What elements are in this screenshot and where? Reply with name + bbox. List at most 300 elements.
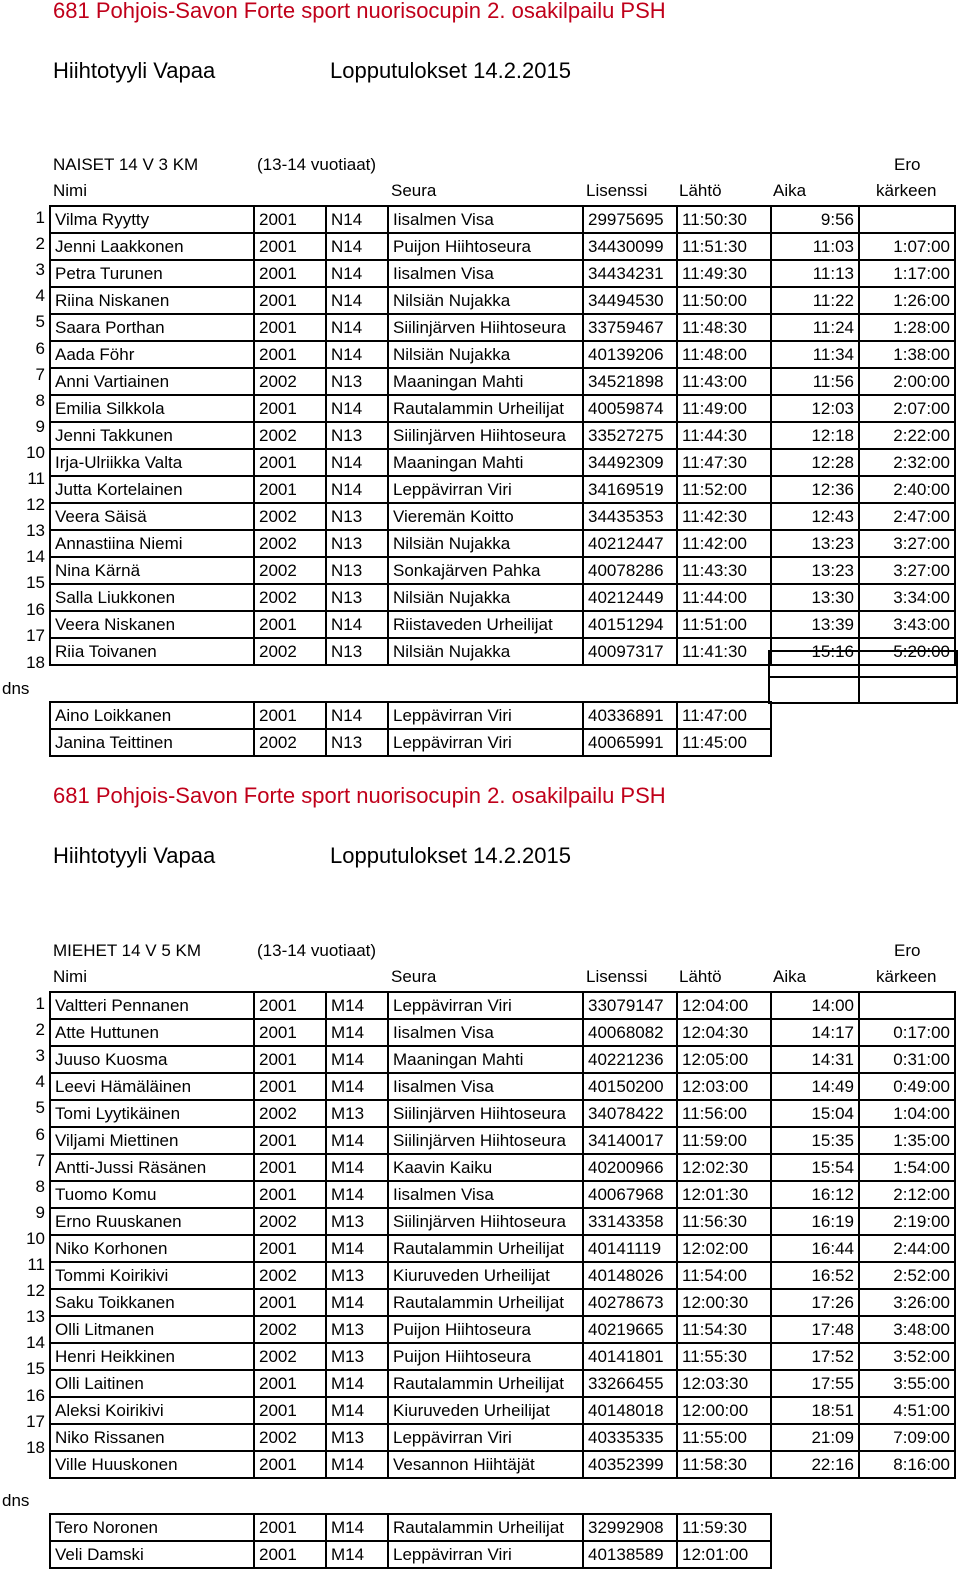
position-number: 8 bbox=[35, 1176, 45, 1196]
cell-cls: N14 bbox=[326, 476, 388, 503]
position-number: 14 bbox=[26, 547, 45, 567]
cell-start: 12:01:30 bbox=[677, 1181, 771, 1208]
cell-license: 34140017 bbox=[583, 1127, 677, 1154]
cell-diff: 2:32:00 bbox=[859, 449, 955, 476]
position-number: 17 bbox=[26, 625, 45, 645]
cell-diff: 3:34:00 bbox=[859, 584, 955, 611]
cell-name: Tomi Lyytikäinen bbox=[50, 1100, 254, 1127]
table-row bbox=[50, 449, 955, 476]
position-number: 16 bbox=[26, 1385, 45, 1405]
cell-club: Siilinjärven Hiihtoseura bbox=[388, 1208, 583, 1235]
women-results-table bbox=[49, 205, 956, 666]
cell-cls: M14 bbox=[326, 1514, 388, 1541]
table-row bbox=[50, 1100, 955, 1127]
cell-start: 11:55:00 bbox=[677, 1424, 771, 1451]
cell-club: Rautalammin Urheilijat bbox=[388, 1514, 583, 1541]
cell-year: 2001 bbox=[254, 992, 326, 1019]
cell-start: 11:50:30 bbox=[677, 206, 771, 233]
cell-cls: N14 bbox=[326, 395, 388, 422]
table-row bbox=[50, 1343, 955, 1370]
dns-row bbox=[50, 1514, 771, 1541]
cell-time: 14:31 bbox=[771, 1046, 859, 1073]
women-empty-cell bbox=[858, 676, 958, 704]
table-row bbox=[50, 584, 955, 611]
cell-cls: N13 bbox=[326, 422, 388, 449]
cell-diff: 3:43:00 bbox=[859, 611, 955, 638]
cell-club: Rautalammin Urheilijat bbox=[388, 1289, 583, 1316]
cell-diff: 0:17:00 bbox=[859, 1019, 955, 1046]
cell-cls: M14 bbox=[326, 1046, 388, 1073]
cell-year: 2001 bbox=[254, 260, 326, 287]
table-row bbox=[50, 1370, 955, 1397]
cell-name: Niko Rissanen bbox=[50, 1424, 254, 1451]
position-number: 3 bbox=[35, 1046, 45, 1066]
cell-club: Iisalmen Visa bbox=[388, 260, 583, 287]
cell-license: 40150200 bbox=[583, 1073, 677, 1100]
cell-license: 33759467 bbox=[583, 314, 677, 341]
women-title: 681 Pohjois-Savon Forte sport nuorisocupin 2. osakilpailu PSH bbox=[53, 0, 666, 23]
table-row bbox=[50, 557, 955, 584]
cell-license: 40067968 bbox=[583, 1181, 677, 1208]
cell-license: 34169519 bbox=[583, 476, 677, 503]
cell-club: Siilinjärven Hiihtoseura bbox=[388, 422, 583, 449]
cell-start: 11:44:30 bbox=[677, 422, 771, 449]
cell-club: Kiuruveden Urheilijat bbox=[388, 1397, 583, 1424]
cell-name: Nina Kärnä bbox=[50, 557, 254, 584]
cell-diff: 0:31:00 bbox=[859, 1046, 955, 1073]
cell-time: 11:34 bbox=[771, 341, 859, 368]
cell-year: 2002 bbox=[254, 368, 326, 395]
cell-club: Leppävirran Viri bbox=[388, 1541, 583, 1568]
cell-year: 2001 bbox=[254, 1451, 326, 1478]
cell-diff: 5:20:00 bbox=[859, 638, 955, 665]
cell-cls: M14 bbox=[326, 1451, 388, 1478]
cell-year: 2001 bbox=[254, 611, 326, 638]
cell-license: 40139206 bbox=[583, 341, 677, 368]
cell-club: Leppävirran Viri bbox=[388, 476, 583, 503]
cell-year: 2001 bbox=[254, 314, 326, 341]
cell-license: 40141119 bbox=[583, 1235, 677, 1262]
cell-start: 11:51:00 bbox=[677, 611, 771, 638]
position-number: 4 bbox=[35, 1072, 45, 1092]
position-number: 8 bbox=[35, 390, 45, 410]
table-row bbox=[50, 341, 955, 368]
cell-club: Nilsiän Nujakka bbox=[388, 638, 583, 665]
cell-diff: 2:12:00 bbox=[859, 1181, 955, 1208]
cell-start: 11:54:00 bbox=[677, 1262, 771, 1289]
women-empty-cell bbox=[768, 676, 860, 704]
table-row bbox=[50, 422, 955, 449]
position-number: 13 bbox=[26, 1307, 45, 1327]
table-row bbox=[50, 1208, 955, 1235]
cell-club: Nilsiän Nujakka bbox=[388, 341, 583, 368]
cell-cls: M14 bbox=[326, 1370, 388, 1397]
cell-diff bbox=[859, 992, 955, 1019]
position-number: 14 bbox=[26, 1333, 45, 1353]
cell-year: 2002 bbox=[254, 530, 326, 557]
dns-row bbox=[50, 702, 771, 729]
cell-name: Ville Huuskonen bbox=[50, 1451, 254, 1478]
cell-year: 2001 bbox=[254, 1181, 326, 1208]
dns-row bbox=[50, 1541, 771, 1568]
position-number: 1 bbox=[35, 208, 45, 227]
cell-cls: N13 bbox=[326, 368, 388, 395]
cell-diff: 1:28:00 bbox=[859, 314, 955, 341]
cell-diff: 2:44:00 bbox=[859, 1235, 955, 1262]
cell-diff: 0:49:00 bbox=[859, 1073, 955, 1100]
position-number: 13 bbox=[26, 521, 45, 541]
women-extra-position: 18 bbox=[26, 653, 45, 672]
cell-cls: M13 bbox=[326, 1424, 388, 1451]
cell-year: 2001 bbox=[254, 206, 326, 233]
cell-start: 11:56:30 bbox=[677, 1208, 771, 1235]
cell-license: 40336891 bbox=[583, 702, 677, 729]
cell-time: 11:24 bbox=[771, 314, 859, 341]
table-row bbox=[50, 1424, 955, 1451]
position-number: 6 bbox=[35, 1124, 45, 1144]
table-row bbox=[50, 1397, 955, 1424]
cell-cls: N14 bbox=[326, 449, 388, 476]
position-number: 16 bbox=[26, 599, 45, 619]
cell-cls: N14 bbox=[326, 233, 388, 260]
cell-license: 40200966 bbox=[583, 1154, 677, 1181]
cell-license: 40278673 bbox=[583, 1289, 677, 1316]
cell-name: Janina Teittinen bbox=[50, 729, 254, 756]
cell-year: 2002 bbox=[254, 638, 326, 665]
cell-time: 13:39 bbox=[771, 611, 859, 638]
cell-diff: 3:52:00 bbox=[859, 1343, 955, 1370]
cell-year: 2002 bbox=[254, 1208, 326, 1235]
cell-name: Veera Niskanen bbox=[50, 611, 254, 638]
position-number: 4 bbox=[35, 286, 45, 306]
table-row bbox=[50, 1235, 955, 1262]
cell-start: 12:00:30 bbox=[677, 1289, 771, 1316]
cell-time: 11:56 bbox=[771, 368, 859, 395]
cell-license: 33266455 bbox=[583, 1370, 677, 1397]
dns-row bbox=[50, 729, 771, 756]
position-number: 9 bbox=[35, 1202, 45, 1222]
cell-diff: 2:40:00 bbox=[859, 476, 955, 503]
cell-diff: 4:51:00 bbox=[859, 1397, 955, 1424]
cell-time: 11:13 bbox=[771, 260, 859, 287]
cell-year: 2001 bbox=[254, 1289, 326, 1316]
cell-club: Leppävirran Viri bbox=[388, 729, 583, 756]
cell-cls: M14 bbox=[326, 992, 388, 1019]
table-row bbox=[50, 395, 955, 422]
table-row bbox=[50, 1046, 955, 1073]
position-number: 18 bbox=[26, 1437, 45, 1457]
cell-time: 9:56 bbox=[771, 206, 859, 233]
cell-cls: M14 bbox=[326, 1154, 388, 1181]
cell-license: 33079147 bbox=[583, 992, 677, 1019]
table-row bbox=[50, 1289, 955, 1316]
cell-cls: M14 bbox=[326, 1235, 388, 1262]
cell-name: Saku Toikkanen bbox=[50, 1289, 254, 1316]
men-results-table bbox=[49, 991, 956, 1479]
cell-club: Puijon Hiihtoseura bbox=[388, 1343, 583, 1370]
cell-start: 12:03:30 bbox=[677, 1370, 771, 1397]
cell-name: Juuso Kuosma bbox=[50, 1046, 254, 1073]
cell-year: 2001 bbox=[254, 1397, 326, 1424]
cell-time: 15:35 bbox=[771, 1127, 859, 1154]
women-dns-label: dns bbox=[2, 679, 30, 698]
table-row bbox=[50, 476, 955, 503]
cell-diff: 3:26:00 bbox=[859, 1289, 955, 1316]
cell-license: 34521898 bbox=[583, 368, 677, 395]
cell-club: Iisalmen Visa bbox=[388, 1181, 583, 1208]
cell-name: Jenni Takkunen bbox=[50, 422, 254, 449]
cell-time: 14:49 bbox=[771, 1073, 859, 1100]
cell-diff: 1:07:00 bbox=[859, 233, 955, 260]
position-number: 17 bbox=[26, 1411, 45, 1431]
cell-year: 2001 bbox=[254, 233, 326, 260]
cell-club: Kiuruveden Urheilijat bbox=[388, 1262, 583, 1289]
table-row bbox=[50, 368, 955, 395]
cell-start: 11:48:00 bbox=[677, 341, 771, 368]
position-number: 12 bbox=[26, 1281, 45, 1301]
cell-club: Leppävirran Viri bbox=[388, 702, 583, 729]
table-row bbox=[50, 992, 955, 1019]
cell-name: Aada Föhr bbox=[50, 341, 254, 368]
cell-club: Siilinjärven Hiihtoseura bbox=[388, 1100, 583, 1127]
cell-name: Veli Damski bbox=[50, 1541, 254, 1568]
cell-year: 2001 bbox=[254, 341, 326, 368]
position-number: 3 bbox=[35, 260, 45, 280]
table-row bbox=[50, 233, 955, 260]
women-header-diff-bottom: kärkeen bbox=[876, 181, 937, 200]
cell-start: 11:47:30 bbox=[677, 449, 771, 476]
cell-time: 12:18 bbox=[771, 422, 859, 449]
table-row bbox=[50, 314, 955, 341]
cell-start: 12:05:00 bbox=[677, 1046, 771, 1073]
women-style: Hiihtotyyli Vapaa bbox=[53, 58, 216, 83]
cell-year: 2002 bbox=[254, 1100, 326, 1127]
cell-year: 2002 bbox=[254, 557, 326, 584]
cell-diff bbox=[859, 206, 955, 233]
cell-license: 40138589 bbox=[583, 1541, 677, 1568]
cell-club: Siilinjärven Hiihtoseura bbox=[388, 314, 583, 341]
cell-year: 2001 bbox=[254, 449, 326, 476]
cell-year: 2001 bbox=[254, 287, 326, 314]
cell-name: Riia Toivanen bbox=[50, 638, 254, 665]
cell-time: 12:43 bbox=[771, 503, 859, 530]
cell-cls: M14 bbox=[326, 1019, 388, 1046]
cell-cls: M13 bbox=[326, 1343, 388, 1370]
cell-time: 14:17 bbox=[771, 1019, 859, 1046]
men-header-club: Seura bbox=[391, 967, 437, 986]
position-number: 15 bbox=[26, 1359, 45, 1379]
position-number: 10 bbox=[26, 442, 45, 462]
men-dns-table bbox=[49, 1513, 772, 1569]
cell-time: 22:16 bbox=[771, 1451, 859, 1478]
cell-club: Maaningan Mahti bbox=[388, 368, 583, 395]
cell-year: 2001 bbox=[254, 1235, 326, 1262]
cell-club: Nilsiän Nujakka bbox=[388, 287, 583, 314]
cell-name: Valtteri Pennanen bbox=[50, 992, 254, 1019]
cell-cls: N14 bbox=[326, 260, 388, 287]
cell-time: 17:26 bbox=[771, 1289, 859, 1316]
cell-name: Tommi Koirikivi bbox=[50, 1262, 254, 1289]
cell-year: 2002 bbox=[254, 1343, 326, 1370]
cell-club: Vieremän Koitto bbox=[388, 503, 583, 530]
cell-time: 15:16 bbox=[771, 638, 859, 665]
cell-license: 40352399 bbox=[583, 1451, 677, 1478]
cell-start: 11:59:00 bbox=[677, 1127, 771, 1154]
cell-year: 2001 bbox=[254, 1127, 326, 1154]
cell-name: Jutta Kortelainen bbox=[50, 476, 254, 503]
cell-license: 40219665 bbox=[583, 1316, 677, 1343]
cell-license: 40097317 bbox=[583, 638, 677, 665]
cell-diff: 2:22:00 bbox=[859, 422, 955, 449]
cell-cls: N13 bbox=[326, 557, 388, 584]
cell-cls: N13 bbox=[326, 729, 388, 756]
cell-time: 12:03 bbox=[771, 395, 859, 422]
cell-name: Leevi Hämäläinen bbox=[50, 1073, 254, 1100]
women-age-group: (13-14 vuotiaat) bbox=[257, 155, 377, 174]
cell-start: 11:41:30 bbox=[677, 638, 771, 665]
position-number: 5 bbox=[35, 312, 45, 332]
cell-start: 12:04:30 bbox=[677, 1019, 771, 1046]
women-header-license: Lisenssi bbox=[586, 181, 648, 200]
cell-start: 11:45:00 bbox=[677, 729, 771, 756]
women-dns-table bbox=[49, 701, 772, 757]
cell-start: 12:00:00 bbox=[677, 1397, 771, 1424]
cell-club: Siilinjärven Hiihtoseura bbox=[388, 1127, 583, 1154]
cell-start: 12:02:00 bbox=[677, 1235, 771, 1262]
cell-cls: M14 bbox=[326, 1289, 388, 1316]
cell-cls: N13 bbox=[326, 503, 388, 530]
cell-license: 34494530 bbox=[583, 287, 677, 314]
cell-club: Leppävirran Viri bbox=[388, 1424, 583, 1451]
cell-start: 11:43:30 bbox=[677, 557, 771, 584]
cell-club: Iisalmen Visa bbox=[388, 1019, 583, 1046]
cell-start: 11:59:30 bbox=[677, 1514, 771, 1541]
women-header-start: Lähtö bbox=[679, 181, 722, 200]
table-row bbox=[50, 260, 955, 287]
cell-year: 2001 bbox=[254, 1514, 326, 1541]
cell-cls: M13 bbox=[326, 1262, 388, 1289]
cell-name: Viljami Miettinen bbox=[50, 1127, 254, 1154]
women-results-title: Lopputulokset 14.2.2015 bbox=[330, 58, 571, 83]
cell-start: 11:52:00 bbox=[677, 476, 771, 503]
cell-time: 13:23 bbox=[771, 557, 859, 584]
table-row bbox=[50, 1019, 955, 1046]
cell-time: 16:12 bbox=[771, 1181, 859, 1208]
men-dns-label: dns bbox=[2, 1491, 30, 1510]
cell-license: 32992908 bbox=[583, 1514, 677, 1541]
cell-diff: 3:55:00 bbox=[859, 1370, 955, 1397]
cell-license: 40065991 bbox=[583, 729, 677, 756]
cell-name: Aino Loikkanen bbox=[50, 702, 254, 729]
men-header-start: Lähtö bbox=[679, 967, 722, 986]
cell-license: 40335335 bbox=[583, 1424, 677, 1451]
position-number: 7 bbox=[35, 364, 45, 384]
cell-year: 2001 bbox=[254, 1154, 326, 1181]
cell-time: 15:54 bbox=[771, 1154, 859, 1181]
cell-diff: 3:27:00 bbox=[859, 530, 955, 557]
cell-diff: 3:27:00 bbox=[859, 557, 955, 584]
cell-cls: M13 bbox=[326, 1100, 388, 1127]
cell-club: Iisalmen Visa bbox=[388, 1073, 583, 1100]
cell-license: 33143358 bbox=[583, 1208, 677, 1235]
table-row bbox=[50, 503, 955, 530]
cell-cls: N13 bbox=[326, 584, 388, 611]
cell-start: 11:50:00 bbox=[677, 287, 771, 314]
table-row bbox=[50, 530, 955, 557]
position-number: 5 bbox=[35, 1098, 45, 1118]
cell-name: Olli Litmanen bbox=[50, 1316, 254, 1343]
cell-cls: N13 bbox=[326, 638, 388, 665]
cell-year: 2001 bbox=[254, 1073, 326, 1100]
cell-name: Tuomo Komu bbox=[50, 1181, 254, 1208]
cell-start: 11:49:30 bbox=[677, 260, 771, 287]
women-empty-cell bbox=[858, 650, 958, 678]
cell-year: 2002 bbox=[254, 1424, 326, 1451]
cell-diff: 8:16:00 bbox=[859, 1451, 955, 1478]
cell-club: Maaningan Mahti bbox=[388, 1046, 583, 1073]
cell-diff: 2:00:00 bbox=[859, 368, 955, 395]
cell-diff: 1:17:00 bbox=[859, 260, 955, 287]
cell-time: 11:22 bbox=[771, 287, 859, 314]
table-row bbox=[50, 1073, 955, 1100]
cell-name: Antti-Jussi Räsänen bbox=[50, 1154, 254, 1181]
position-number: 9 bbox=[35, 416, 45, 436]
position-number: 1 bbox=[35, 994, 45, 1013]
cell-cls: N13 bbox=[326, 530, 388, 557]
cell-club: Nilsiän Nujakka bbox=[388, 530, 583, 557]
position-number: 12 bbox=[26, 495, 45, 515]
cell-license: 40141801 bbox=[583, 1343, 677, 1370]
cell-name: Saara Porthan bbox=[50, 314, 254, 341]
men-title: 681 Pohjois-Savon Forte sport nuorisocupin 2. osakilpailu PSH bbox=[53, 783, 666, 808]
cell-cls: M14 bbox=[326, 1541, 388, 1568]
cell-diff: 1:35:00 bbox=[859, 1127, 955, 1154]
cell-start: 12:04:00 bbox=[677, 992, 771, 1019]
cell-cls: M14 bbox=[326, 1127, 388, 1154]
position-number: 6 bbox=[35, 338, 45, 358]
table-row bbox=[50, 206, 955, 233]
cell-name: Salla Liukkonen bbox=[50, 584, 254, 611]
men-header-license: Lisenssi bbox=[586, 967, 648, 986]
cell-time: 13:30 bbox=[771, 584, 859, 611]
cell-start: 11:55:30 bbox=[677, 1343, 771, 1370]
cell-name: Emilia Silkkola bbox=[50, 395, 254, 422]
cell-name: Henri Heikkinen bbox=[50, 1343, 254, 1370]
cell-start: 11:51:30 bbox=[677, 233, 771, 260]
cell-name: Erno Ruuskanen bbox=[50, 1208, 254, 1235]
cell-diff: 1:38:00 bbox=[859, 341, 955, 368]
cell-club: Maaningan Mahti bbox=[388, 449, 583, 476]
women-header-club: Seura bbox=[391, 181, 437, 200]
cell-time: 16:19 bbox=[771, 1208, 859, 1235]
cell-license: 40078286 bbox=[583, 557, 677, 584]
cell-license: 40148026 bbox=[583, 1262, 677, 1289]
women-header-diff-top: Ero bbox=[894, 155, 921, 174]
cell-name: Aleksi Koirikivi bbox=[50, 1397, 254, 1424]
cell-year: 2002 bbox=[254, 503, 326, 530]
cell-time: 11:03 bbox=[771, 233, 859, 260]
men-header-diff-bottom: kärkeen bbox=[876, 967, 937, 986]
cell-diff: 2:19:00 bbox=[859, 1208, 955, 1235]
table-row bbox=[50, 1316, 955, 1343]
table-row bbox=[50, 611, 955, 638]
cell-time: 17:48 bbox=[771, 1316, 859, 1343]
cell-diff: 2:47:00 bbox=[859, 503, 955, 530]
cell-name: Annastiina Niemi bbox=[50, 530, 254, 557]
cell-license: 40059874 bbox=[583, 395, 677, 422]
cell-year: 2001 bbox=[254, 476, 326, 503]
cell-license: 33527275 bbox=[583, 422, 677, 449]
